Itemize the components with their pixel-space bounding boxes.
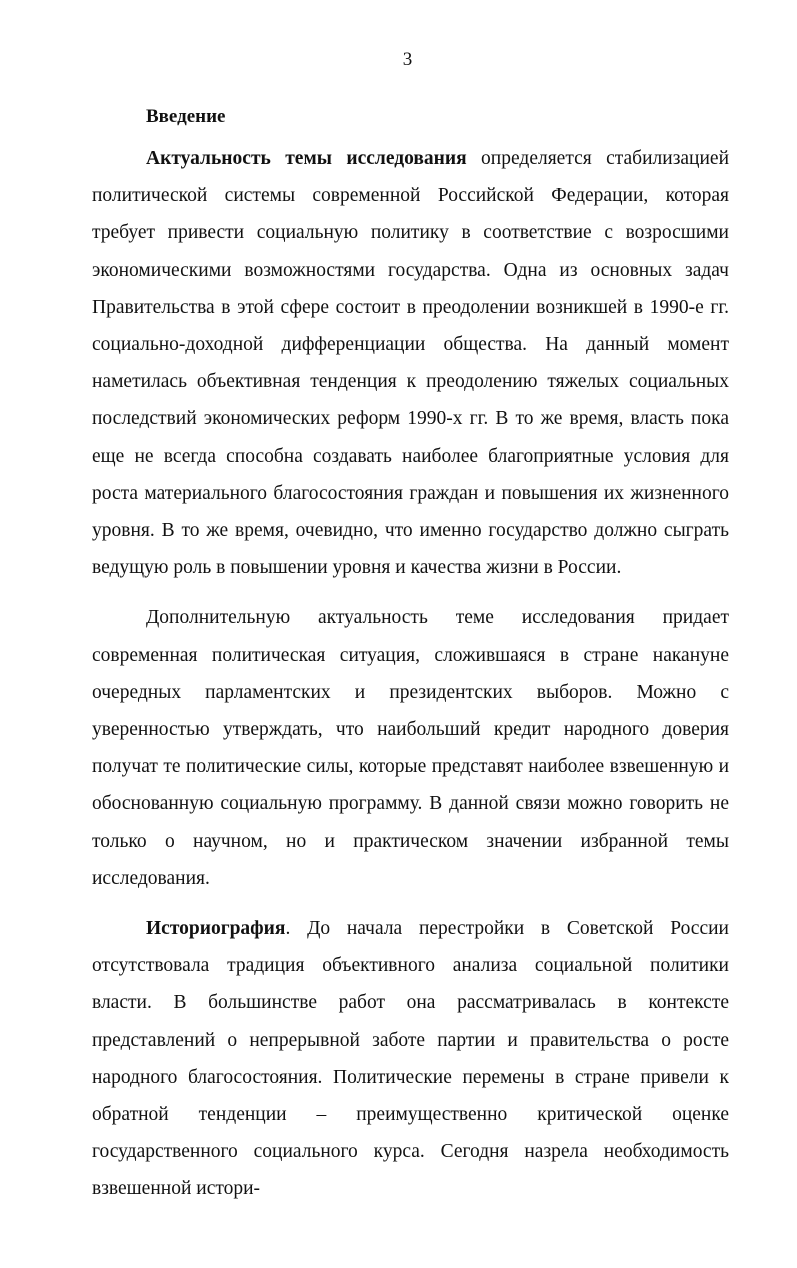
paragraph-lead-historiography: Историография <box>146 918 286 940</box>
paragraph-historiography <box>92 910 729 1208</box>
section-heading: Введение <box>146 106 226 127</box>
paragraph-text-historiography: . До начала перестройки в Советской России отсутствовала традиция объективного анализа социальной политики власти. В большинстве работ она рассматривалась в контексте представлений о непрерывной заботе партии и правительства о росте народного благосостояния. Политические перемены в стране привели к обратной тенденции – преимущественно критической оценке государственного социального курса. Сегодня назрела необходимость взвешенной истори- <box>92 918 729 1200</box>
page-number: 3 <box>402 49 413 70</box>
paragraph-relevance <box>92 140 729 586</box>
paragraph-text-additional-relevance: Дополнительную актуальность теме исследования придает современная политическая ситуация, сложившаяся в стране накануне очередных парламентских и президентских выборов. Можно с уверенностью утверждать, что наибольший кредит народного доверия получат те политические силы, которые представят наиболее взвешенную и обоснованную социальную программу. В данной связи можно говорить не только о научном, но и практическом значении избранной темы исследования. <box>92 607 729 889</box>
paragraph-additional-relevance <box>92 599 729 897</box>
paragraph-text-relevance: определяется стабилизацией политической системы современной Российской Федерации, которая требует привести социальную политику в соответствие с возросшими экономическими возможностями государства. Одна из основных задач Правительства в этой сфере состоит в преодолении возникшей в 1990-е гг. социально-доходной дифференциации общества. На данный момент наметилась объективная тенденция к преодолению тяжелых социальных последствий экономических реформ 1990-х гг. В то же время, власть пока еще не всегда способна создавать наиболее благоприятные условия для роста материального благосостояния граждан и повышения их жизненного уровня. В то же время, очевидно, что именно государство должно сыграть ведущую роль в повышении уровня и качества жизни в России. <box>92 148 730 579</box>
paragraph-lead-relevance: Актуальность темы исследования <box>146 148 467 169</box>
document-body <box>92 103 729 1221</box>
